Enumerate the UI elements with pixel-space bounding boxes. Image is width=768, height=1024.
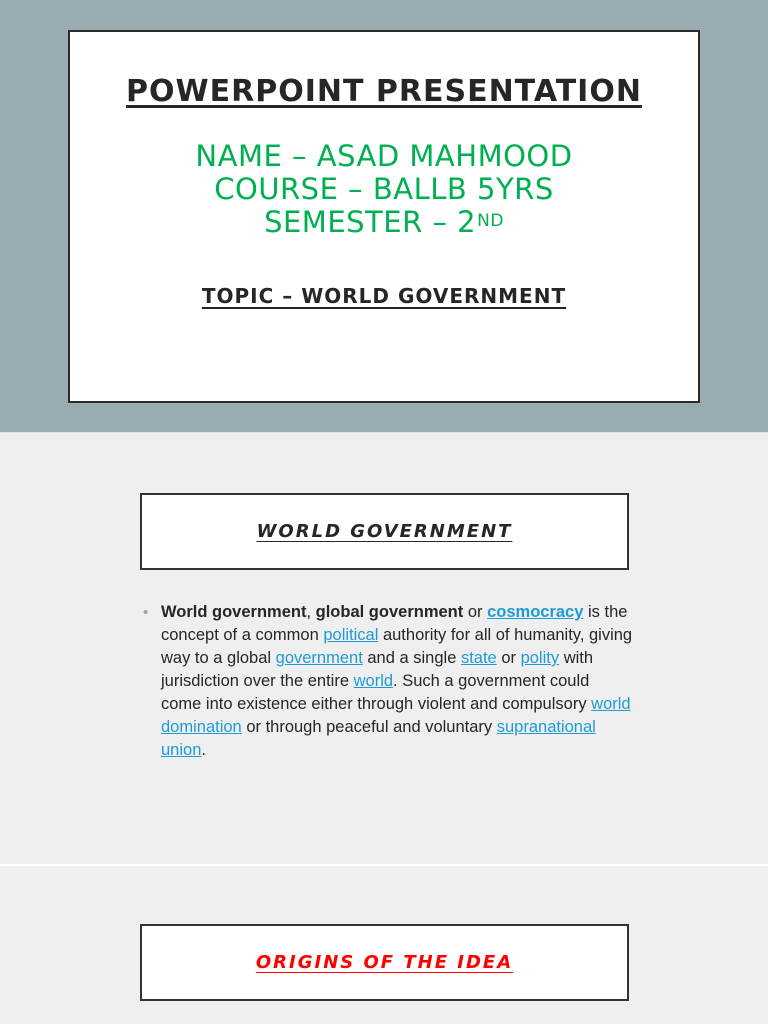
text-run: or: [496, 649, 521, 667]
origins-slide: [0, 864, 768, 1024]
slide-heading: ORIGINS OF THE IDEA: [255, 952, 514, 973]
link-government[interactable]: government: [275, 649, 363, 667]
text-run: or: [463, 603, 488, 621]
semester-line: [70, 206, 698, 239]
link-world-domination[interactable]: world domination: [161, 695, 631, 736]
link-world[interactable]: world: [353, 672, 394, 690]
term-world-government: World government: [161, 603, 307, 621]
author-name: NAME – ASAD MAHMOOD: [195, 139, 573, 173]
author-info: [70, 140, 698, 239]
link-polity[interactable]: polity: [520, 649, 560, 667]
slide-heading: WORLD GOVERNMENT: [256, 521, 513, 542]
topic-title: TOPIC – WORLD GOVERNMENT: [201, 284, 567, 308]
text-run: .: [201, 741, 206, 759]
text-run: and a single: [362, 649, 461, 667]
semester-ordinal-suffix: ND: [477, 211, 504, 231]
term-global-government: global government: [315, 603, 464, 621]
world-government-slide: [0, 432, 768, 864]
semester-text: SEMESTER – 2: [264, 205, 477, 239]
link-supranational-union[interactable]: supranational union: [161, 718, 596, 759]
slide-heading-box: [140, 924, 629, 1001]
slide-heading-box: [140, 493, 629, 570]
text-run: ,: [306, 603, 316, 621]
bullet-list: [143, 601, 633, 762]
text-run: with jurisdiction over the entire: [161, 649, 594, 690]
link-cosmocracy[interactable]: cosmocracy: [487, 603, 584, 621]
text-run: . Such a government could come into existence either through violent and compulsory: [161, 672, 592, 713]
course-name: COURSE – BALLB 5YRS: [214, 172, 554, 206]
text-run: or through peaceful and voluntary: [241, 718, 497, 736]
title-slide: [0, 0, 768, 432]
link-state[interactable]: state: [460, 649, 497, 667]
presentation-title: POWERPOINT PRESENTATION: [126, 74, 642, 109]
title-card: [68, 30, 700, 403]
bullet-paragraph: [161, 601, 633, 762]
bullet-icon: •: [143, 604, 149, 621]
text-run: is the concept of a common: [161, 603, 628, 644]
link-political[interactable]: political: [323, 626, 379, 644]
text-run: authority for all of humanity, giving way to a global: [161, 626, 633, 667]
